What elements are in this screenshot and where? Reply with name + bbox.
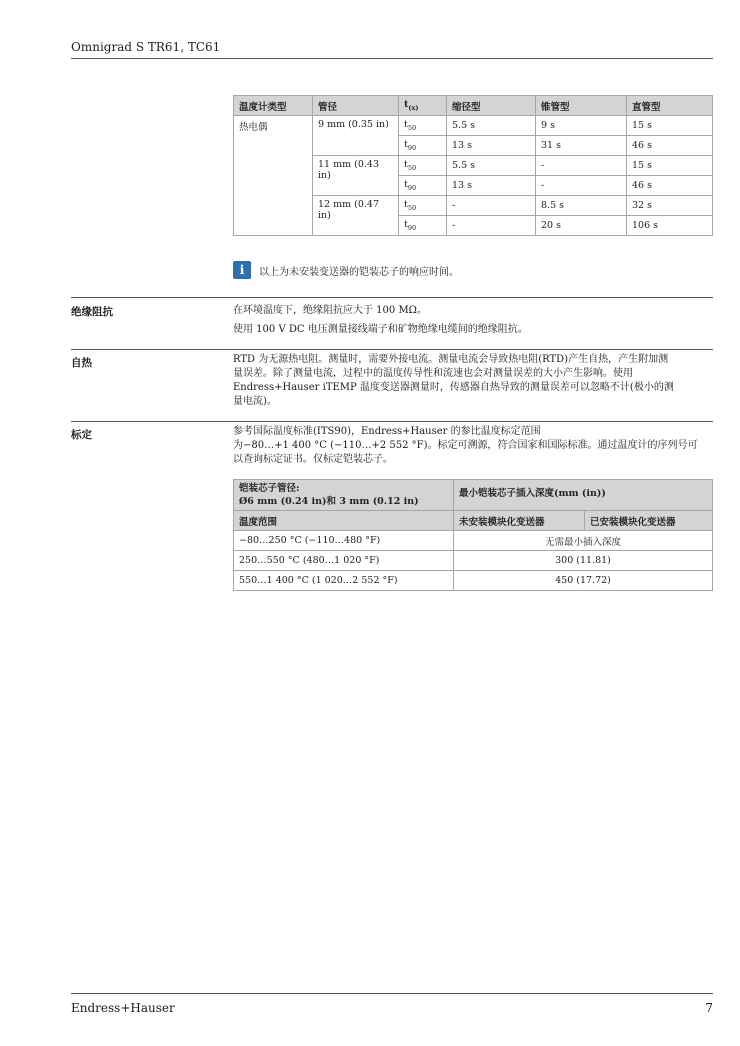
section-divider — [71, 349, 713, 350]
text-line: 量电流)。 — [233, 396, 277, 407]
tx-cell: $t_{90}$ — [399, 176, 447, 196]
text-line: Endress+Hauser iTEMP 温度变送器测量时，传感器自热导致的测量误差可以忽略不计(极小的测 — [233, 382, 674, 393]
section-label-insulation: 绝缘阻抗 — [71, 306, 113, 318]
value-cell: - — [536, 176, 627, 196]
text-line: 参考国际温度标准(ITS90)，Endress+Hauser 的参比温度标定范围 — [233, 426, 541, 437]
value-cell: 13 s — [447, 176, 536, 196]
value-cell: 8.5 s — [536, 196, 627, 216]
document-title: Omnigrad S TR61, TC61 — [71, 40, 221, 54]
col-header: 锥管型 — [536, 96, 627, 116]
diameter-cell: 12 mm (0.47 in) — [313, 196, 399, 236]
section-label-self-heating: 自热 — [71, 357, 92, 369]
insulation-line-1: 在环境温度下，绝缘阻抗应大于 100 MΩ。 — [233, 305, 427, 316]
col-header: 缩径型 — [447, 96, 536, 116]
response-time-table — [233, 95, 713, 236]
value-cell: 31 s — [536, 136, 627, 156]
col-header: 铠装芯子管径: Ø6 mm (0.24 in)和 3 mm (0.12 in) — [234, 480, 454, 511]
col-header: 直管型 — [627, 96, 713, 116]
diameter-cell: 9 mm (0.35 in) — [313, 116, 399, 156]
range-cell: 250…550 °C (480…1 020 °F) — [234, 551, 454, 571]
thermometer-type-cell: 热电偶 — [234, 116, 313, 236]
value-cell: 20 s — [536, 216, 627, 236]
calibration-paragraph — [233, 425, 713, 467]
header-rule — [71, 58, 713, 59]
depth-cell: 无需最小插入深度 — [454, 531, 713, 551]
col-header: 温度范围 — [234, 511, 454, 531]
value-cell: 13 s — [447, 136, 536, 156]
table-row — [234, 116, 713, 136]
text-line: 以查询标定证书。仅标定铠装芯子。 — [233, 454, 393, 465]
section-label-calibration: 标定 — [71, 429, 92, 441]
info-icon: i — [233, 261, 251, 279]
table-header-row — [234, 480, 713, 511]
table-row — [234, 551, 713, 571]
col-header: 温度计类型 — [234, 96, 313, 116]
value-cell: - — [447, 196, 536, 216]
col-header: 未安装模块化变送器 — [454, 511, 585, 531]
range-cell: −80…250 °C (−110…480 °F) — [234, 531, 454, 551]
depth-cell: 450 (17.72) — [454, 571, 713, 591]
value-cell: 15 s — [627, 156, 713, 176]
text-line: 量误差。除了测量电流，过程中的温度传导性和流速也会对测量误差的大小产生影响。使用 — [233, 368, 633, 379]
depth-cell: 300 (11.81) — [454, 551, 713, 571]
value-cell: 32 s — [627, 196, 713, 216]
col-header: 已安装模块化变送器 — [585, 511, 713, 531]
value-cell: 46 s — [627, 136, 713, 156]
calibration-table — [233, 479, 713, 591]
range-cell: 550…1 400 °C (1 020…2 552 °F) — [234, 571, 454, 591]
diameter-cell: 11 mm (0.43 in) — [313, 156, 399, 196]
footer-brand: Endress+Hauser — [71, 1001, 175, 1015]
section-divider — [71, 297, 713, 298]
page-number: 7 — [705, 1001, 713, 1015]
tx-cell: $t_{90}$ — [399, 216, 447, 236]
self-heating-paragraph — [233, 353, 713, 409]
table-header-row — [234, 511, 713, 531]
value-cell: 46 s — [627, 176, 713, 196]
note-text: 以上为未安装变送器的铠装芯子的响应时间。 — [259, 266, 459, 278]
col-header: 管径 — [313, 96, 399, 116]
table-header-row — [234, 96, 713, 116]
value-cell: 9 s — [536, 116, 627, 136]
value-cell: - — [447, 216, 536, 236]
tx-cell: $t_{50}$ — [399, 156, 447, 176]
value-cell: 106 s — [627, 216, 713, 236]
section-divider — [71, 421, 713, 422]
tx-cell: $t_{90}$ — [399, 136, 447, 156]
value-cell: - — [536, 156, 627, 176]
table-row — [234, 571, 713, 591]
value-cell: 5.5 s — [447, 116, 536, 136]
table-row — [234, 531, 713, 551]
col-header: 最小铠装芯子插入深度(mm (in)) — [454, 480, 713, 511]
tx-cell: $t_{50}$ — [399, 116, 447, 136]
text-line: RTD 为无源热电阻。测量时，需要外接电流。测量电流会导致热电阻(RTD)产生自热，产生附加测 — [233, 354, 669, 365]
value-cell: 15 s — [627, 116, 713, 136]
value-cell: 5.5 s — [447, 156, 536, 176]
text-line: 为−80…+1 400 °C (−110…+2 552 °F)。标定可溯源，符合国家和国际标准。通过温度计的序列号可 — [233, 440, 698, 451]
footer-rule — [71, 993, 713, 994]
tx-cell: $t_{50}$ — [399, 196, 447, 216]
info-note — [233, 261, 459, 279]
col-header: $t_{(x)}$ — [399, 96, 447, 116]
insulation-line-2: 使用 100 V DC 电压测量接线端子和矿物绝缘电缆间的绝缘阻抗。 — [233, 324, 528, 335]
